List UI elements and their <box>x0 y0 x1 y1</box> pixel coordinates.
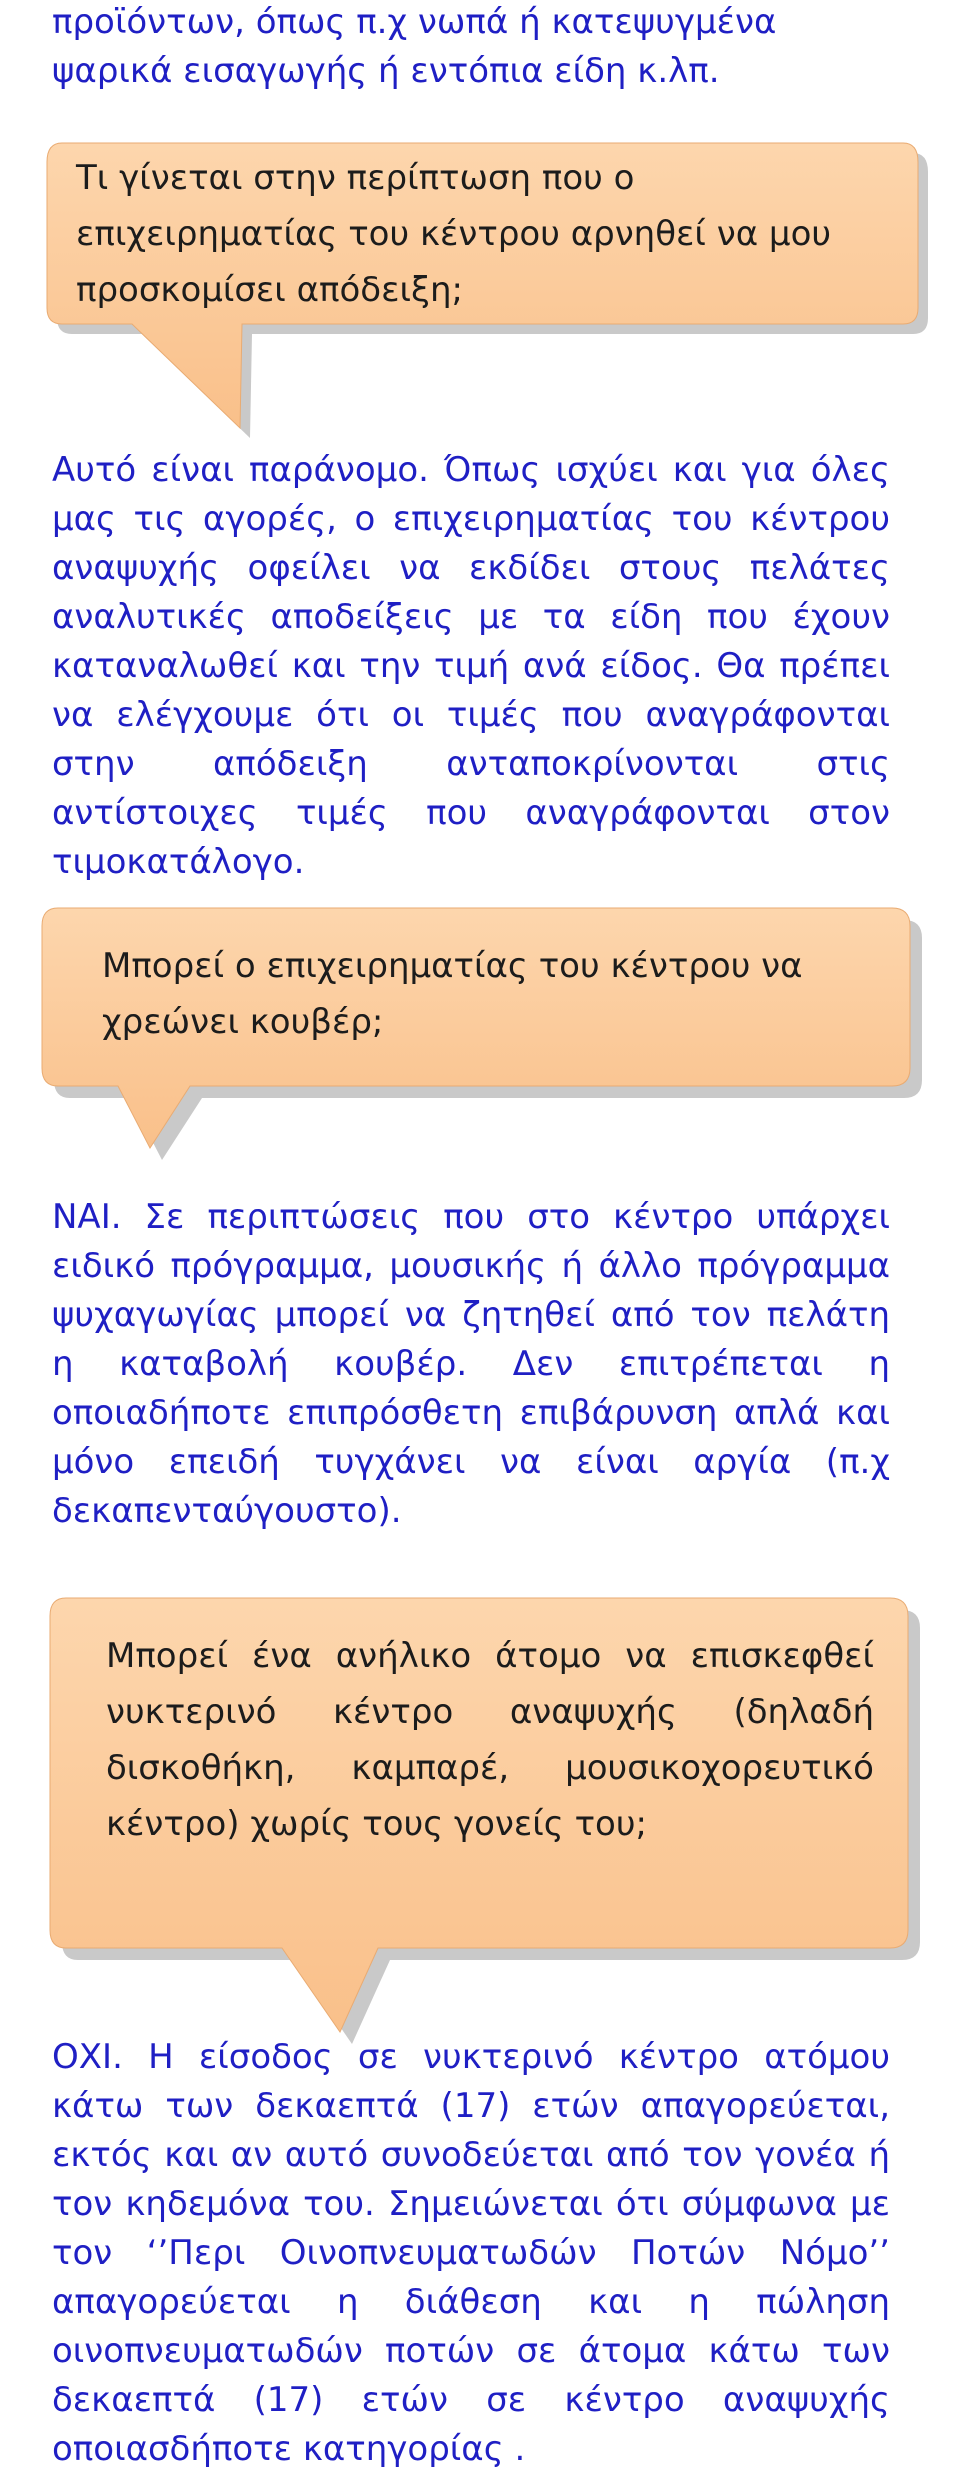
question-3-text: Μπορεί ένα ανήλικο άτομο να επισκεφθεί νυκτερινό κέντρο αναψυχής (δηλαδή δισκοθήκη, καμπαρέ, μουσικοχορευτικό κέντρο) χωρίς τους γονείς του; <box>106 1636 874 1844</box>
answer-2-paragraph: ΝΑΙ. Σε περιπτώσεις που στο κέντρο υπάρχει ειδικό πρόγραμμα, μουσικής ή άλλο πρόγραμμα ψυχαγωγίας μπορεί να ζητηθεί από τον πελάτη η καταβολή κουβέρ. Δεν επιτρέπεται η οποιαδήποτε επιπρόσθετη επιβάρυνση απλά και μόνο επειδή τυγχάνει να είναι αργία (π.χ δεκαπενταύγουστο). <box>52 1197 890 1531</box>
answer-1-paragraph: Αυτό είναι παράνομο. Όπως ισχύει και για όλες μας τις αγορές, ο επιχειρηματίας του κέντρου αναψυχής οφείλει να εκδίδει στους πελάτες αναλυτικές αποδείξεις με τα είδη που έχουν καταναλωθεί και την τιμή ανά είδος. Θα πρέπει να ελέγχουμε ότι οι τιμές που αναγράφονται στην απόδειξη ανταποκρίνονται στις αντίστοιχες τιμές που αναγράφονται στον τιμοκατάλογο. <box>52 450 890 882</box>
answer-3-paragraph: ΟΧΙ. Η είσοδος σε νυκτερινό κέντρο ατόμου κάτω των δεκαεπτά (17) ετών απαγορεύεται, εκτός και αν αυτό συνοδεύεται από τον γονέα ή τον κηδεμόνα του. Σημειώνεται ότι σύμφωνα με τον ‘’Περι Οινοπνευματωδών Ποτών Νόμο’’ απαγορεύεται η διάθεση και η πώληση οινοπνευματωδών ποτών σε άτομα κάτω των δεκαεπτά (17) ετών σε κέντρο αναψυχής οποιασδήποτε κατηγορίας . <box>52 2037 890 2469</box>
question-1-text: Τι γίνεται στην περίπτωση που ο επιχειρηματίας του κέντρου αρνηθεί να μου προσκομίσει απόδειξη; <box>76 158 832 310</box>
intro-paragraph: προϊόντων, όπως π.χ νωπά ή κατεψυγμένα ψαρικά εισαγωγής ή εντόπια είδη κ.λπ. <box>52 2 777 91</box>
question-2-text: Μπορεί ο επιχειρηματίας του κέντρου να χρεώνει κουβέρ; <box>102 946 803 1042</box>
